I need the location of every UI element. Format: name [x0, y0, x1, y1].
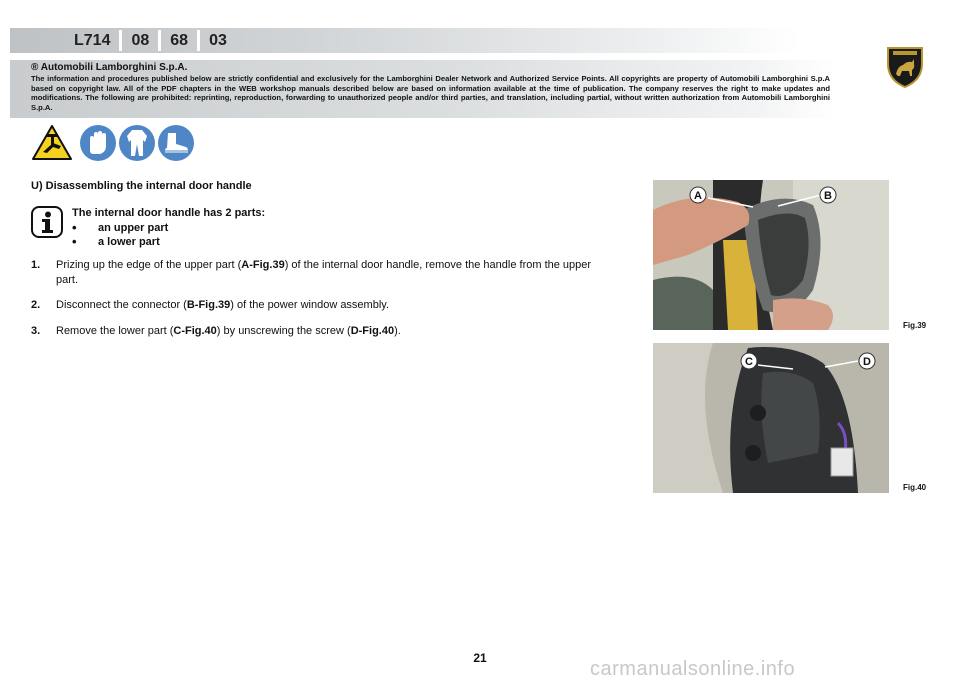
step-text: [56, 298, 389, 313]
figure-39-caption: Fig.39: [903, 321, 927, 330]
step-text-part: ) of the power window assembly.: [230, 299, 390, 311]
lamborghini-logo: [885, 44, 925, 89]
safety-shoes-icon: [157, 124, 195, 162]
step-number: 3.: [31, 325, 41, 337]
figure-reference: C-Fig.40: [173, 325, 217, 337]
list-item: [72, 235, 265, 250]
figure-reference: A-Fig.39: [241, 259, 285, 271]
section-title: U) Disassembling the internal door handle: [31, 180, 252, 192]
page-number: 21: [473, 651, 487, 665]
code-group-number: 08: [131, 31, 150, 49]
callout-label-c: C: [745, 356, 753, 368]
step-2: [31, 298, 611, 313]
step-3: [31, 324, 611, 339]
step-number: 1.: [31, 259, 41, 271]
step-text-part: Prizing up the edge of the upper part (: [56, 259, 242, 271]
hand-crush-warning-icon: [31, 124, 73, 162]
document-code: [65, 30, 236, 51]
code-subgroup-number: 68: [170, 31, 189, 49]
figure-reference: B-Fig.39: [186, 299, 231, 311]
step-text-part: ).: [394, 325, 401, 337]
header-code-bar: [10, 28, 800, 53]
figure-40-caption: Fig.40: [903, 483, 927, 492]
step-text-part: ) by unscrewing the screw (: [216, 325, 351, 337]
copyright-notice: [10, 60, 836, 118]
callout-label-a: A: [694, 190, 702, 202]
step-text-part: Disconnect the connector (: [56, 299, 187, 311]
callout-label-d: D: [863, 356, 871, 368]
callout-label-b: B: [824, 190, 832, 202]
gloves-icon: [79, 124, 117, 162]
code-model: L714: [74, 31, 111, 49]
code-procedure-number: 03: [209, 31, 227, 49]
step-number: 2.: [31, 299, 41, 311]
step-text: [56, 324, 401, 339]
step-text-part: ) of the internal door handle, remove the handle from the upper part.: [56, 259, 592, 286]
figure-reference: D-Fig.40: [350, 325, 395, 337]
info-intro: The internal door handle has 2 parts:: [72, 207, 266, 219]
list-item: [72, 221, 265, 236]
bullet-icon: •: [72, 219, 77, 235]
watermark: carmanualsonline.info: [590, 658, 796, 680]
step-text: [56, 258, 611, 288]
figure-39-photo: [653, 180, 889, 330]
info-icon: [31, 206, 63, 238]
step-1: [31, 258, 611, 288]
overalls-icon: [118, 124, 156, 162]
step-text-part: Remove the lower part (: [56, 325, 174, 337]
bullet-text: an upper part: [98, 221, 169, 234]
notice-title: ® Automobili Lamborghini S.p.A.: [31, 62, 188, 73]
bullet-icon: •: [72, 234, 77, 249]
info-block: [72, 206, 265, 250]
figure-40-photo: [653, 343, 889, 493]
notice-text: The information and procedures published below are strictly confidential and exclusively for the Lamborghini Dealer Network and Authorized Service Points. All copyrights are property of Automobili Lamborghini S.p.A based on copyright law. All of the PDF chapters in the WEB workshop manuals described below are based on information available at the time of publication. The company reserves the right to make updates and modifications. The following are prohibited: reprinting, reproduction, forwarding to unauthorized people and/or third parties, and translation, including partial, without written authorization from Automobili Lamborghini S.p.A.: [31, 74, 830, 112]
bullet-text: a lower part: [98, 236, 160, 248]
